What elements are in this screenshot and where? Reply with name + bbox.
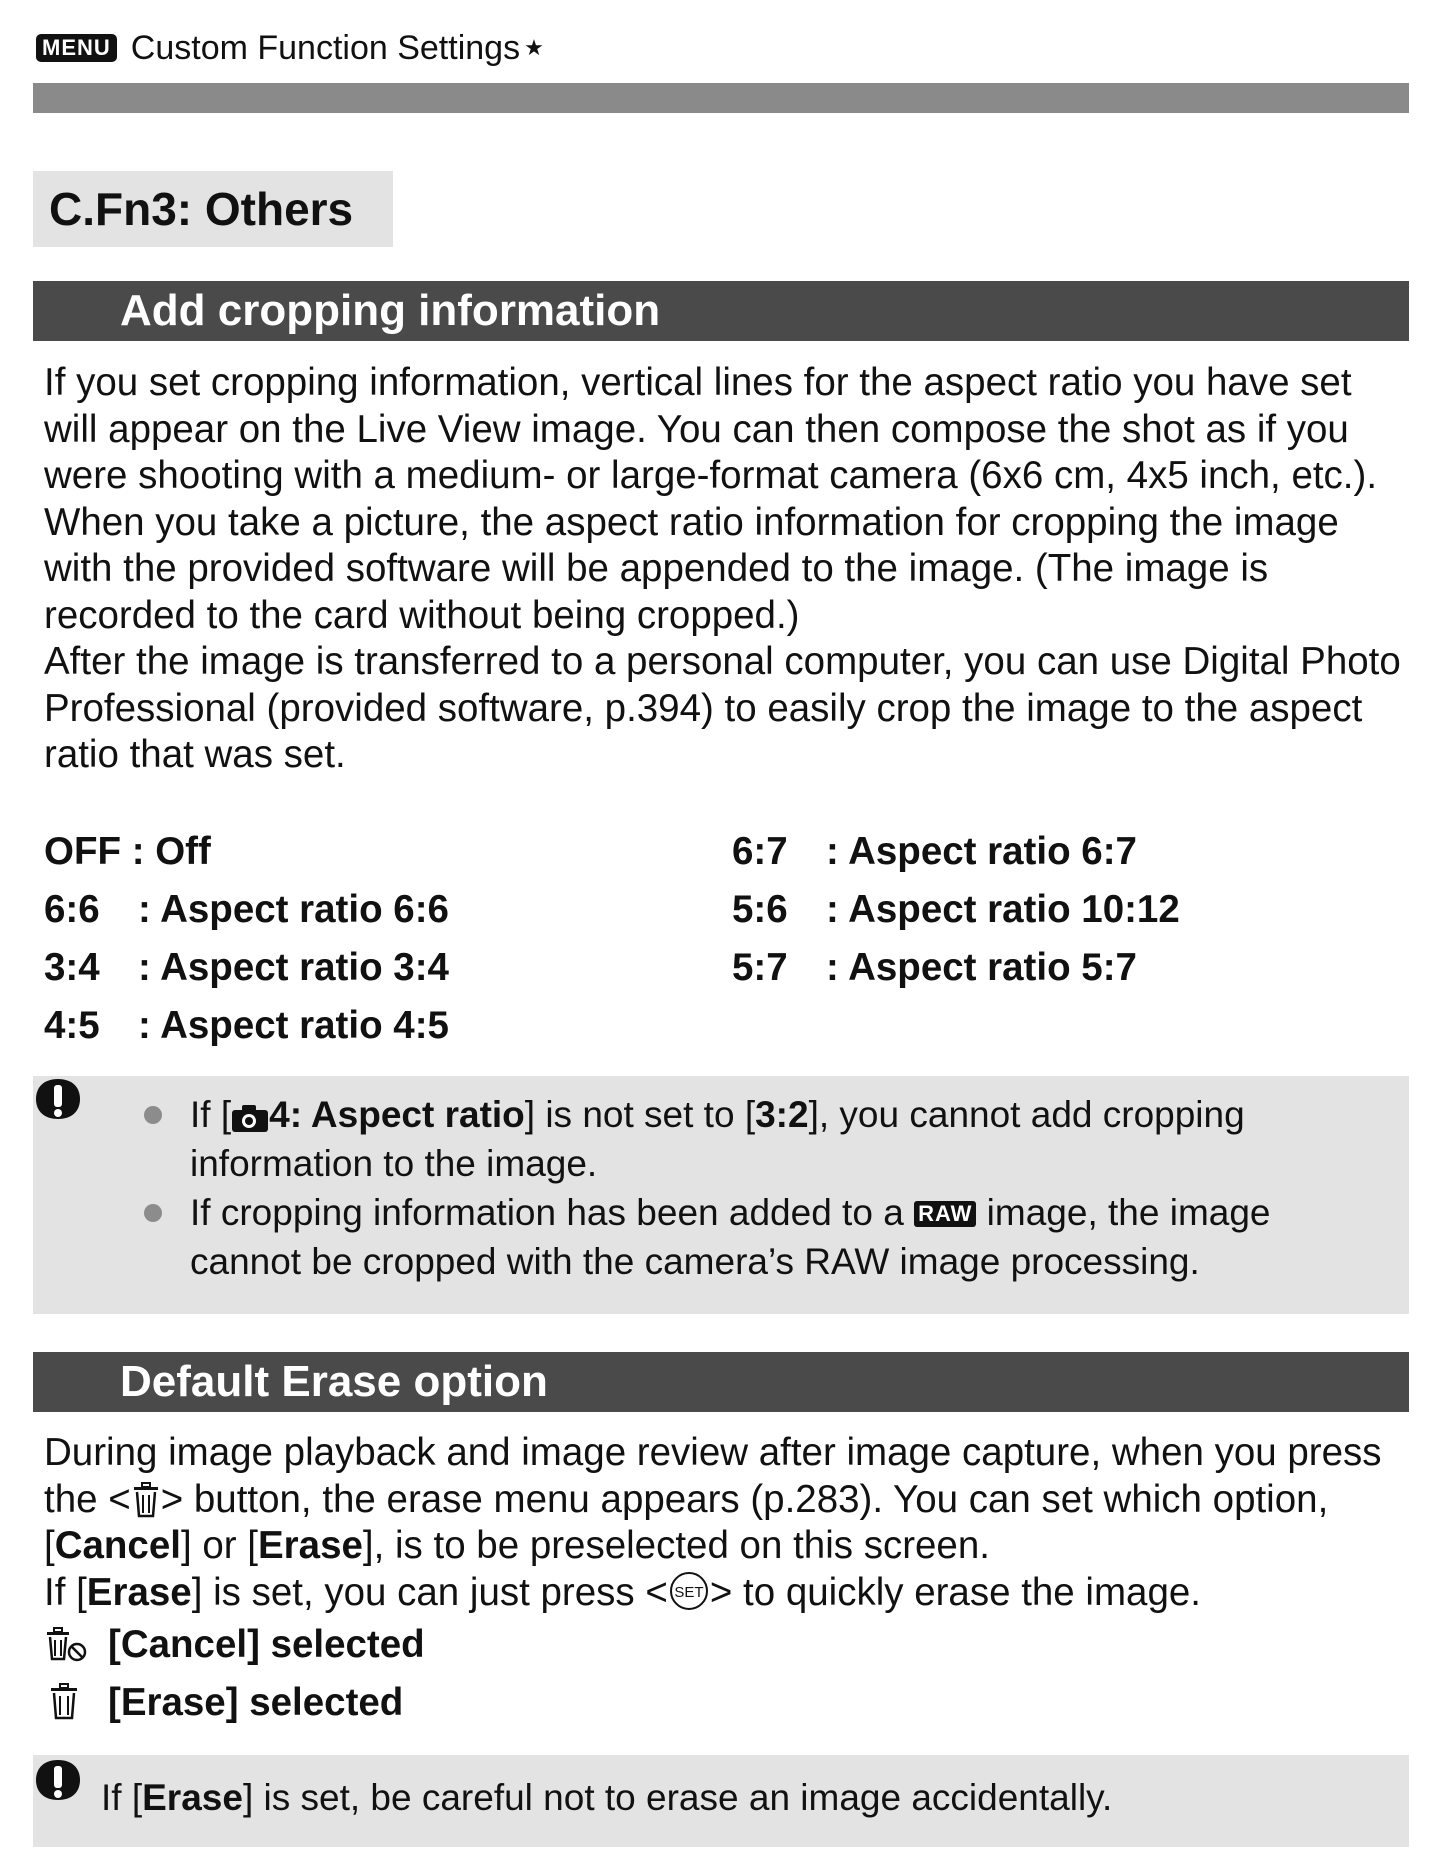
option-6-7 (732, 829, 1137, 875)
option-key: 6:6 (44, 888, 100, 931)
option-6-6 (44, 887, 449, 933)
option-label: [Cancel] selected (108, 1623, 425, 1666)
section-heading-cropping (33, 281, 1409, 341)
raw-icon: RAW (914, 1201, 976, 1227)
trash-icon (44, 1683, 88, 1721)
cropping-description (44, 360, 1414, 779)
caution-text (101, 1775, 1112, 1821)
caution-bullet (150, 1090, 1390, 1188)
text-run: > to quickly erase the image. (709, 1570, 1201, 1614)
option-4-5 (44, 1003, 449, 1049)
header-title: Custom Function Settings (130, 28, 521, 67)
option-5-7 (732, 945, 1137, 991)
paragraph (44, 1570, 1414, 1617)
text-bold: Erase (258, 1524, 363, 1567)
section-title: Default Erase option (120, 1357, 548, 1406)
erase-description (44, 1430, 1414, 1616)
option-3-4 (44, 945, 449, 991)
trash-cancel-icon (44, 1625, 88, 1663)
option-label: : Aspect ratio 4:5 (138, 1004, 449, 1047)
option-cancel-selected (44, 1622, 425, 1668)
note-text: ] is not set to [ (524, 1094, 756, 1135)
option-key: 5:7 (732, 946, 788, 989)
note-text: ], you cannot add cropping information to the image. (190, 1094, 1245, 1184)
paragraph (44, 1430, 1414, 1570)
paragraph: If you set cropping information, vertical lines for the aspect ratio you have set will appear on the Live View image. You can then compose the shot as if you were shooting with a medium- or large-format camera (6x6 cm, 4x5 inch, etc.). (44, 361, 1378, 497)
text-run: ] or [ (180, 1524, 258, 1567)
option-key: 5:6 (732, 888, 788, 931)
page-title-box (33, 171, 393, 247)
note-bold: 4: Aspect ratio (269, 1094, 525, 1135)
section-heading-erase (33, 1352, 1409, 1412)
option-off (44, 829, 211, 875)
option-key: 6:7 (732, 830, 788, 873)
option-label: : Aspect ratio 5:7 (826, 946, 1137, 989)
option-label: : Aspect ratio 6:6 (138, 888, 449, 931)
text-bold: Erase (86, 1570, 192, 1614)
set-button-icon (668, 1571, 710, 1611)
star-icon: ★ (524, 35, 544, 60)
note-text: image, the image cannot be cropped with the camera’s RAW image processing. (190, 1192, 1271, 1282)
caution-box-cropping (33, 1076, 1409, 1314)
option-label: : Aspect ratio 6:7 (826, 830, 1137, 873)
option-label: : Aspect ratio 3:4 (138, 946, 449, 989)
option-key: 4:5 (44, 1004, 100, 1047)
option-label: : Off (131, 830, 211, 873)
caution-box-erase (33, 1755, 1409, 1847)
text-run: If [ (44, 1570, 87, 1614)
paragraph: When you take a picture, the aspect ratio information for cropping the image with the provided software will be appended to the image. (The image is recorded to the card without being cropped.) (44, 500, 1339, 637)
bullet-dot (144, 1106, 162, 1124)
note-text: If cropping information has been added to a (190, 1192, 915, 1233)
paragraph: After the image is transferred to a personal computer, you can use Digital Photo Professional (provided software, p.394) to easily crop the image to the aspect ratio that was set. (44, 640, 1401, 776)
option-key: 3:4 (44, 946, 100, 989)
option-label: [Erase] selected (108, 1681, 404, 1724)
caution-icon (33, 1757, 83, 1807)
trash-icon (131, 1482, 161, 1518)
page-header (36, 28, 544, 68)
text-bold: Cancel (54, 1524, 181, 1567)
caution-icon (33, 1076, 83, 1126)
text-run: ], is to be preselected on this screen. (362, 1524, 990, 1567)
section-title: Add cropping information (120, 286, 661, 335)
option-erase-selected (44, 1680, 403, 1726)
page-title: C.Fn3: Others (49, 183, 354, 235)
option-key: OFF (44, 830, 121, 873)
note-bold: Erase (142, 1777, 243, 1818)
note-bold: 3:2 (755, 1094, 809, 1135)
set-label: SET (674, 1583, 704, 1601)
text-run: > button, the erase menu appears (p.283). You can set which option, [ (44, 1477, 1329, 1567)
text-run: ] is set, you can just press < (191, 1570, 668, 1614)
text-run: During image playback and image review after image capture, when you press the < (44, 1431, 1382, 1521)
option-5-6 (732, 887, 1180, 933)
header-divider (33, 83, 1409, 113)
menu-icon: MENU (36, 34, 117, 62)
option-label: : Aspect ratio 10:12 (826, 888, 1180, 931)
note-text: If [ (190, 1094, 232, 1135)
note-text: If [ (101, 1777, 143, 1818)
caution-bullet (150, 1188, 1390, 1286)
camera-icon (231, 1103, 269, 1133)
bullet-dot (144, 1204, 162, 1222)
note-text: ] is set, be careful not to erase an image accidentally. (242, 1777, 1113, 1818)
